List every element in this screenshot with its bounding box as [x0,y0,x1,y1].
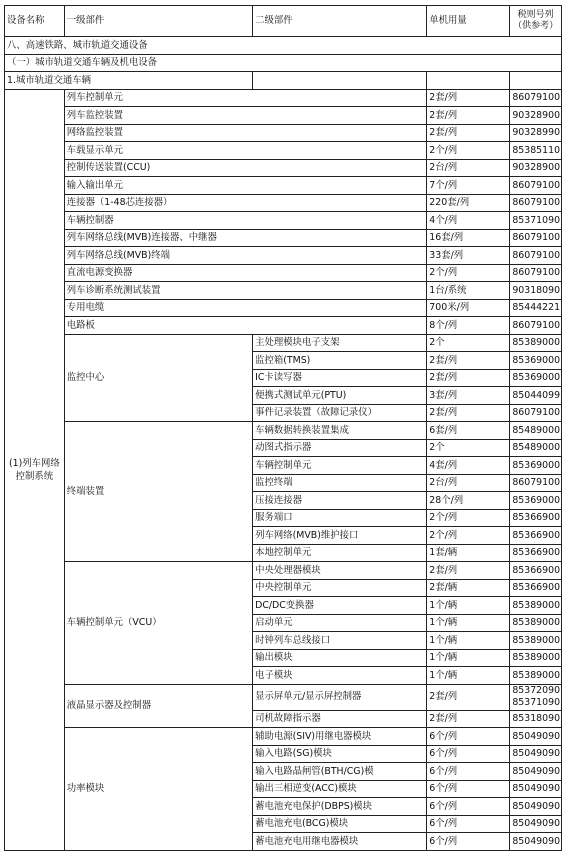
tariff-code: 85049090 [510,833,562,851]
secondary-part: 本地控制单元 [253,544,427,562]
tariff-code: 85049090 [510,763,562,781]
unit-quantity: 4个/列 [427,212,510,230]
category-title-row [5,72,562,90]
tariff-code: 86079100 [510,474,562,492]
unit-quantity: 4套/列 [427,457,510,475]
tariff-code: 85366900 [510,579,562,597]
table-row [5,282,562,300]
unit-quantity: 2个/列 [427,527,510,545]
empty-cell [427,72,510,90]
unit-quantity: 2套/列 [427,684,510,710]
tariff-code: 85366900 [510,544,562,562]
table-row [5,107,562,125]
tariff-code: 85389000 [510,667,562,685]
tariff-code [510,684,562,710]
header-secondary-part: 二级部件 [253,6,427,37]
header-tariff-code-line1: 税则号列 [517,9,554,20]
primary-part: 列车控制单元 [64,89,427,107]
tariff-code: 85049090 [510,728,562,746]
unit-quantity: 7个/列 [427,177,510,195]
primary-part-group: 监控中心 [64,334,252,422]
unit-quantity: 6套/列 [427,422,510,440]
tariff-parts-table [4,5,562,851]
secondary-part: 动图式指示器 [253,439,427,457]
tariff-code: 86079100 [510,177,562,195]
unit-quantity: 1个/辆 [427,649,510,667]
unit-quantity: 2套/列 [427,352,510,370]
unit-quantity: 8个/列 [427,317,510,335]
secondary-part: 显示屏单元/显示屏控制器 [253,684,427,710]
tariff-code: 85389000 [510,632,562,650]
secondary-part: 压接连接器 [253,492,427,510]
secondary-part: 辅助电源(SIV)用继电器模块 [253,728,427,746]
secondary-part: 主处理模块电子支架 [253,334,427,352]
table-row [5,212,562,230]
secondary-part: 输入电路晶闸管(BTH/CG)模 [253,763,427,781]
unit-quantity: 2套/列 [427,562,510,580]
tariff-code: 85444221 [510,299,562,317]
primary-part-group: 终端装置 [64,422,252,562]
tariff-code: 85369000 [510,369,562,387]
tariff-code: 90328900 [510,107,562,125]
primary-part: 车辆控制器 [64,212,427,230]
primary-part: 输入输出单元 [64,177,427,195]
unit-quantity: 2个/列 [427,264,510,282]
primary-part: 直流电源变换器 [64,264,427,282]
system-name: (1)列车网络控制系统 [5,89,65,850]
tariff-code: 85371090 [510,212,562,230]
empty-cell [253,72,427,90]
secondary-part: DC/DC变换器 [253,597,427,615]
header-tariff-code-line2: （供参考） [513,21,559,31]
tariff-code: 85369000 [510,457,562,475]
secondary-part: 启动单元 [253,614,427,632]
secondary-part: 司机故障指示器 [253,710,427,728]
primary-part: 电路板 [64,317,427,335]
table-row [5,299,562,317]
secondary-part: 电子模块 [253,667,427,685]
secondary-part: 蓄电池充电用继电器模块 [253,833,427,851]
table-row [5,89,562,107]
table-row [5,229,562,247]
tariff-code: 85389000 [510,334,562,352]
secondary-part: 车辆数据转换装置集成 [253,422,427,440]
header-primary-part: 一级部件 [64,6,252,37]
table-row [5,334,562,352]
unit-quantity: 6个/列 [427,833,510,851]
tariff-code: 86079100 [510,317,562,335]
unit-quantity: 2个/列 [427,509,510,527]
tariff-code: 86079100 [510,89,562,107]
tariff-code: 90318090 [510,282,562,300]
table-row [5,728,562,746]
table-row [5,177,562,195]
unit-quantity: 6个/列 [427,728,510,746]
table-row [5,159,562,177]
header-unit-quantity: 单机用量 [427,6,510,37]
section-title: 八、高速铁路、城市轨道交通设备 [5,37,562,55]
unit-quantity: 2套/列 [427,710,510,728]
unit-quantity: 700米/列 [427,299,510,317]
table-row [5,194,562,212]
unit-quantity: 1个/辆 [427,597,510,615]
tariff-code: 90328900 [510,159,562,177]
tariff-code: 85389000 [510,614,562,632]
tariff-code: 86079100 [510,264,562,282]
secondary-part: 事件记录装置（故障记录仪） [253,404,427,422]
category-title: 1.城市轨道交通车辆 [5,72,253,90]
secondary-part: 时钟列车总线接口 [253,632,427,650]
secondary-part: IC卡读写器 [253,369,427,387]
unit-quantity: 2套/列 [427,369,510,387]
primary-part: 车载显示单元 [64,142,427,160]
tariff-code: 86079100 [510,247,562,265]
primary-part-group: 车辆控制单元（VCU） [64,562,252,685]
primary-part: 列车监控装置 [64,107,427,125]
table-row [5,684,562,710]
header-tariff-code [510,6,562,37]
secondary-part: 输出模块 [253,649,427,667]
secondary-part: 中央处理器模块 [253,562,427,580]
primary-part-group: 液晶显示器及控制器 [64,684,252,728]
secondary-part: 输出三相逆变(ACC)模块 [253,780,427,798]
tariff-code: 85489000 [510,439,562,457]
secondary-part: 蓄电池充电保护(DBPS)模块 [253,798,427,816]
secondary-part: 输入电路(SG)模块 [253,745,427,763]
primary-part: 控制传送装置(CCU) [64,159,427,177]
tariff-code-line2: 85371090 [512,697,561,709]
secondary-part: 车辆控制单元 [253,457,427,475]
unit-quantity: 1套/辆 [427,544,510,562]
empty-cell [510,72,562,90]
secondary-part: 服务端口 [253,509,427,527]
unit-quantity: 1个/辆 [427,667,510,685]
subsection-title-row [5,54,562,72]
unit-quantity: 2台/列 [427,474,510,492]
secondary-part: 中央控制单元 [253,579,427,597]
tariff-code: 85049090 [510,815,562,833]
table-row [5,317,562,335]
unit-quantity: 33套/列 [427,247,510,265]
tariff-code-line1: 85372090 [512,684,561,696]
tariff-code: 85489000 [510,422,562,440]
unit-quantity: 6个/列 [427,745,510,763]
primary-part-group: 功率模块 [64,728,252,851]
tariff-code: 85049090 [510,780,562,798]
table-row [5,562,562,580]
unit-quantity: 1台/系统 [427,282,510,300]
unit-quantity: 6个/列 [427,798,510,816]
unit-quantity: 2套/列 [427,404,510,422]
secondary-part: 监控终端 [253,474,427,492]
tariff-code: 85369000 [510,492,562,510]
table-row [5,247,562,265]
unit-quantity: 2套/列 [427,124,510,142]
unit-quantity: 2套/辆 [427,579,510,597]
header-device-name: 设备名称 [5,6,65,37]
tariff-code: 85366900 [510,562,562,580]
unit-quantity: 2套/列 [427,107,510,125]
header-row [5,6,562,37]
unit-quantity: 2套/列 [427,89,510,107]
tariff-code: 90328990 [510,124,562,142]
tariff-code: 85385110 [510,142,562,160]
unit-quantity: 2台/列 [427,159,510,177]
unit-quantity: 1个/辆 [427,632,510,650]
tariff-code: 86079100 [510,194,562,212]
primary-part: 列车网络总线(MVB)终端 [64,247,427,265]
tariff-code: 85366900 [510,509,562,527]
unit-quantity: 220套/列 [427,194,510,212]
tariff-code: 85366900 [510,527,562,545]
tariff-code: 85389000 [510,649,562,667]
table-row [5,142,562,160]
subsection-title: （一）城市轨道交通车辆及机电设备 [5,54,562,72]
secondary-part: 监控箱(TMS) [253,352,427,370]
tariff-code: 85318090 [510,710,562,728]
unit-quantity: 2个/列 [427,142,510,160]
tariff-code: 85369000 [510,352,562,370]
table-row [5,422,562,440]
tariff-code: 85049090 [510,745,562,763]
primary-part: 专用电缆 [64,299,427,317]
primary-part: 列车网络总线(MVB)连接器、中继器 [64,229,427,247]
secondary-part: 便携式测试单元(PTU) [253,387,427,405]
secondary-part: 列车网络(MVB)维护接口 [253,527,427,545]
tariff-code: 85389000 [510,597,562,615]
tariff-code: 86079100 [510,229,562,247]
tariff-code: 85044099 [510,387,562,405]
tariff-code: 86079100 [510,404,562,422]
table-row [5,124,562,142]
secondary-part: 蓄电池充电(BCG)模块 [253,815,427,833]
primary-part: 列车诊断系统测试装置 [64,282,427,300]
unit-quantity: 6个/列 [427,763,510,781]
unit-quantity: 6个/列 [427,815,510,833]
unit-quantity: 16套/列 [427,229,510,247]
table-row [5,264,562,282]
unit-quantity: 1个/辆 [427,614,510,632]
section-title-row [5,37,562,55]
unit-quantity: 2个 [427,334,510,352]
unit-quantity: 28个/列 [427,492,510,510]
unit-quantity: 6个/列 [427,780,510,798]
unit-quantity: 2个 [427,439,510,457]
tariff-code: 85049090 [510,798,562,816]
primary-part: 网络监控装置 [64,124,427,142]
primary-part: 连接器（1-48芯连接器） [64,194,427,212]
unit-quantity: 3套/列 [427,387,510,405]
